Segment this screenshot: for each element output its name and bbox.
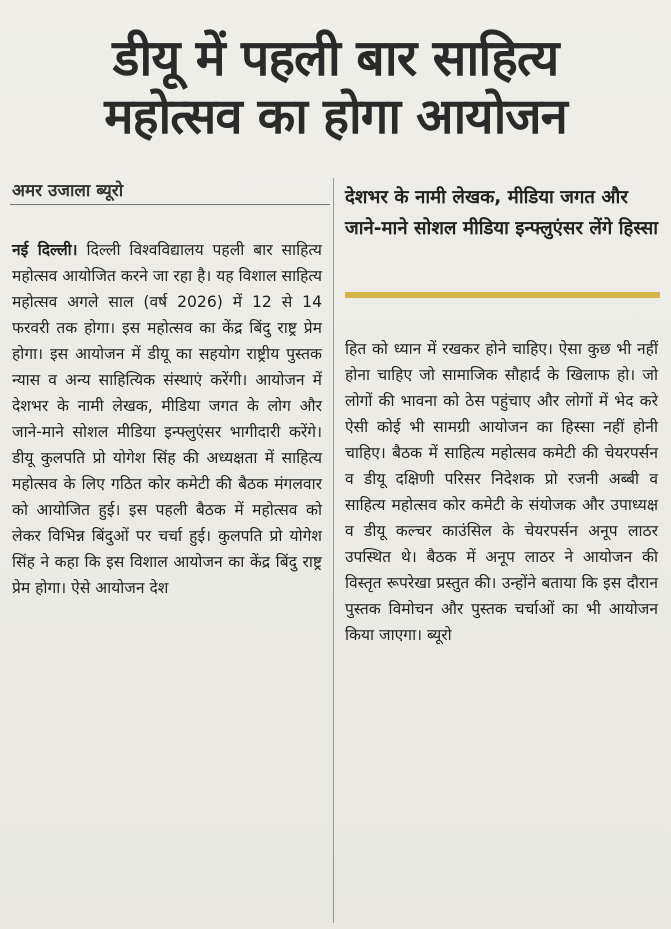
article-right-column [345,336,658,648]
deck-subheadline: देशभर के नामी लेखक, मीडिया जगत और जाने-माने सोशल मीडिया इन्फ्लुएंसर लेंगे हिस्सा [345,187,659,239]
column-divider [333,178,334,923]
byline: अमर उजाला ब्यूरो [12,181,124,201]
headline-line-2: महोत्सव का होगा आयोजन [104,88,567,146]
byline-divider [10,204,330,205]
right-column-body: हित को ध्यान में रखकर होने चाहिए। ऐसा कुछ भी नहीं होना चाहिए जो सामाजिक सौहार्द के खिलाफ हो। जो लोगों की भावना को ठेस पहुंचाए और लोगों में भेद करे ऐसी कोई भी सामग्री आयोजन का हिस्सा नहीं होनी चाहिए। बैठक में साहित्य महोत्सव कमेटी की चेयरपर्सन व डीयू दक्षिणी परिसर निदेशक प्रो रजनी अब्बी व साहित्य महोत्सव कोर कमेटी के संयोजक और उपाध्यक्ष व डीयू कल्चर काउंसिल के चेयरपर्सन अनूप लाठर उपस्थित थे। बैठक में अनूप लाठर ने आयोजन की विस्तृत रूपरेखा प्रस्तुत की। उन्होंने बताया कि इस दौरान पुस्तक विमोचन और पुस्तक चर्चाओं का भी आयोजन किया जाएगा। [345,340,658,644]
left-column-body: दिल्ली विश्वविद्यालय पहली बार साहित्य महोत्सव आयोजित करने जा रहा है। यह विशाल साहित्य महोत्सव अगले साल (वर्ष 2026) में 12 से 14 फरवरी तक होगा। इस महोत्सव का केंद्र बिंदु राष्ट्र प्रेम होगा। इस आयोजन में डीयू का सहयोग राष्ट्रीय पुस्तक न्यास व अन्य साहित्यिक संस्थाएं करेंगी। आयोजन में देशभर के नामी लेखक, मीडिया जगत के लोग और जाने-माने सोशल मीडिया इन्फ्लुएंसर भागीदारी करेंगे। डीयू कुलपति प्रो योगेश सिंह की अध्यक्षता में साहित्य महोत्सव के लिए गठित कोर कमेटी की बैठक मंगलवार को आयोजित हुई। इस पहली बैठक में महोत्सव को लेकर विभिन्न बिंदुओं पर चर्चा हुई। कुलपति प्रो योगेश सिंह ने कहा कि इस विशाल आयोजन का केंद्र बिंदु राष्ट्र प्रेम होगा। ऐसे आयोजन देश [12,241,322,597]
article-left-column [12,237,322,601]
headline-line-1: डीयू में पहली बार साहित्य [112,29,559,88]
headline [0,29,671,146]
deck-accent-bar [345,292,660,298]
signoff: ब्यूरो [426,626,452,644]
dateline: नई दिल्ली। [12,241,78,259]
